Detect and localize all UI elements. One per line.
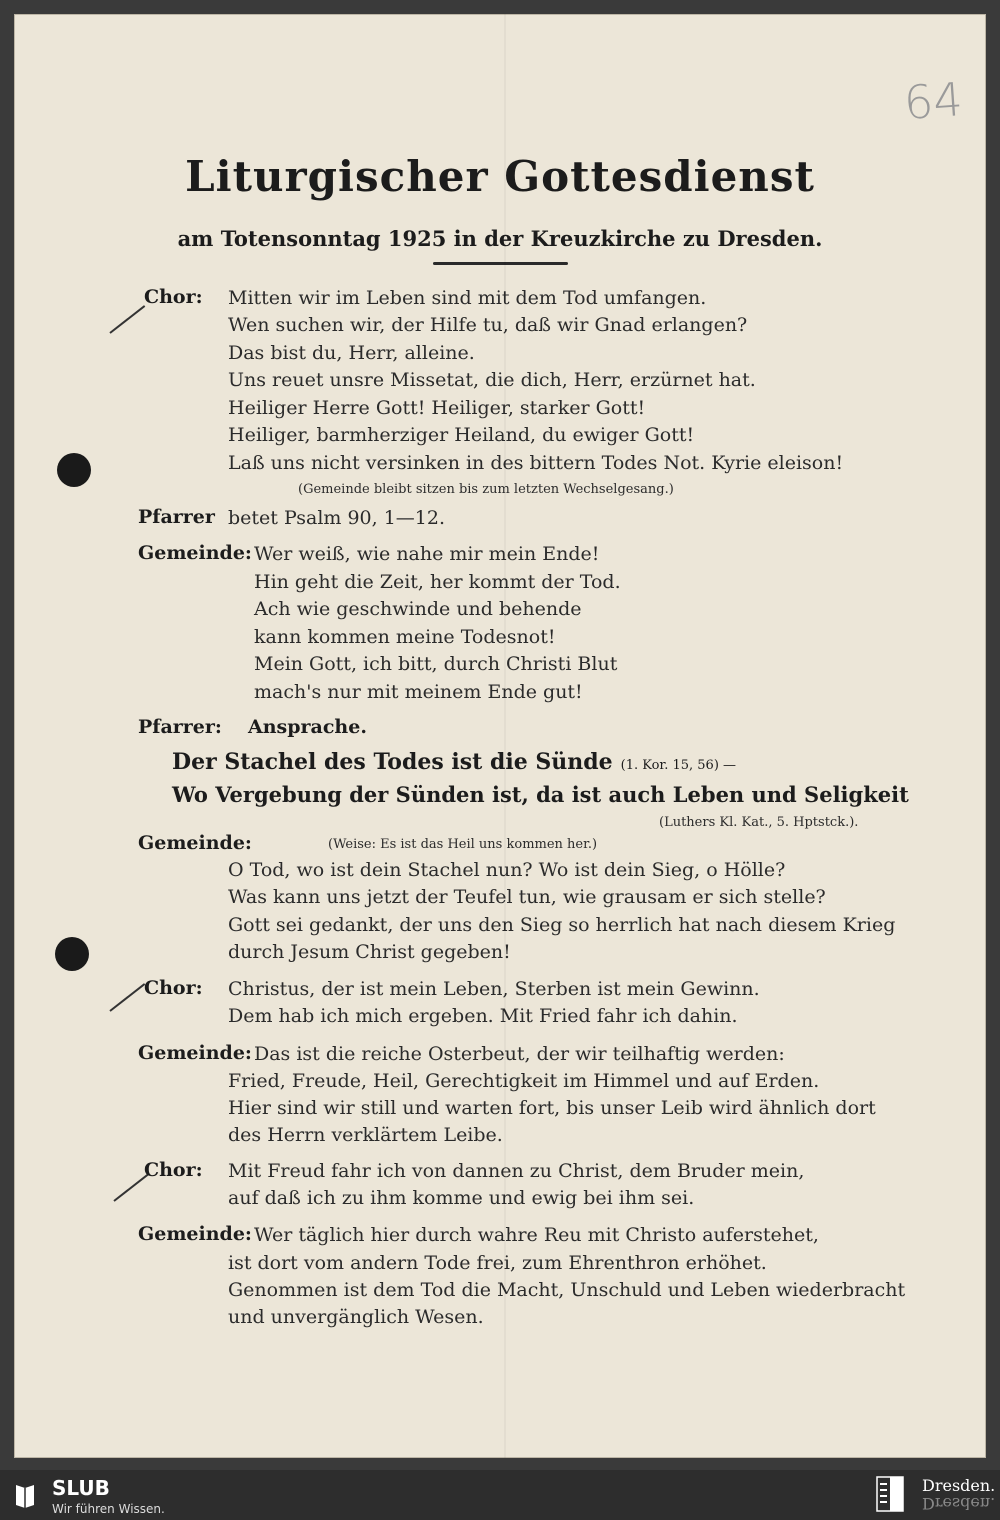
verse-line: Heiliger Herre Gott! Heiliger, starker Gott! — [228, 397, 646, 419]
verse-line: auf daß ich zu ihm komme und ewig bei ihm sei. — [228, 1187, 695, 1209]
verse-line: Wen suchen wir, der Hilfe tu, daß wir Gnad erlangen? — [228, 314, 748, 336]
title-divider — [433, 262, 568, 265]
instruction-note: (Gemeinde bleibt sitzen bis zum letzten Wechselgesang.) — [298, 482, 674, 497]
document-page — [14, 14, 986, 1458]
handwritten-number: 64 — [902, 72, 965, 130]
speaker-gemeinde: Gemeinde: — [138, 832, 252, 854]
speaker-chor: Chor: — [144, 1159, 203, 1181]
verse-line: Uns reuet unsre Missetat, die dich, Herr, erzürnet hat. — [228, 369, 756, 391]
verse-line: mach's nur mit meinem Ende gut! — [254, 681, 583, 703]
verse-line: Dem hab ich mich ergeben. Mit Fried fahr ich dahin. — [228, 1005, 738, 1027]
sermon-heading-1 — [172, 749, 736, 775]
verse-line: Laß uns nicht versinken in des bittern Todes Not. Kyrie eleison! — [228, 452, 844, 474]
slub-tagline: Wir führen Wissen. — [52, 1502, 165, 1516]
speaker-gemeinde: Gemeinde: — [138, 542, 252, 564]
verse-line: Was kann uns jetzt der Teufel tun, wie grausam er sich stelle? — [228, 886, 826, 908]
verse-line: Fried, Freude, Heil, Gerechtigkeit im Himmel und auf Erden. — [228, 1070, 820, 1092]
verse-line: Wer täglich hier durch wahre Reu mit Christo auferstehet, — [254, 1224, 819, 1246]
speaker-pfarrer: Pfarrer — [138, 506, 215, 528]
melody-note: (Weise: Es ist das Heil uns kommen her.) — [328, 837, 598, 852]
page-subtitle: am Totensonntag 1925 in der Kreuzkirche zu Dresden. — [177, 226, 823, 251]
slub-book-icon — [14, 1482, 36, 1508]
verse-line: Wer weiß, wie nahe mir mein Ende! — [254, 543, 600, 565]
verse-line: Ach wie geschwinde und behende — [254, 598, 582, 620]
speaker-chor: Chor: — [144, 286, 203, 308]
page-title: Liturgischer Gottesdienst — [185, 152, 815, 201]
verse-line: ist dort vom andern Tode frei, zum Ehrenthron erhöhet. — [228, 1252, 767, 1274]
verse-line: Das bist du, Herr, alleine. — [228, 342, 475, 364]
verse-line: Das ist die reiche Osterbeut, der wir teilhaftig werden: — [254, 1043, 785, 1065]
verse-line: Mitten wir im Leben sind mit dem Tod umfangen. — [228, 287, 707, 309]
sermon-heading-1-citation: (1. Kor. 15, 56) — — [620, 758, 737, 773]
verse-line: des Herrn verklärtem Leibe. — [228, 1124, 503, 1146]
pencil-mark — [109, 983, 145, 1012]
partner-name[interactable]: Dresden. — [922, 1476, 996, 1495]
verse-line: kann kommen meine Todesnot! — [254, 626, 556, 648]
verse-line: Genommen ist dem Tod die Macht, Unschuld und Leben wiederbracht — [228, 1279, 906, 1301]
verse-line: Mit Freud fahr ich von dannen zu Christ, dem Bruder mein, — [228, 1160, 805, 1182]
speaker-gemeinde: Gemeinde: — [138, 1223, 252, 1245]
verse-line: O Tod, wo ist dein Stachel nun? Wo ist dein Sieg, o Hölle? — [228, 859, 786, 881]
pfarrer-text: betet Psalm 90, 1—12. — [228, 507, 446, 529]
verse-line: Christus, der ist mein Leben, Sterben ist mein Gewinn. — [228, 978, 760, 1000]
sermon-label: Ansprache. — [248, 716, 367, 738]
verse-line: Mein Gott, ich bitt, durch Christi Blut — [254, 653, 618, 675]
partner-name-reflection: Dresden. — [922, 1494, 996, 1513]
verse-line: Hin geht die Zeit, her kommt der Tod. — [254, 571, 621, 593]
verse-line: Gott sei gedankt, der uns den Sieg so herrlich hat nach diesem Krieg — [228, 914, 896, 936]
verse-line: Heiliger, barmherziger Heiland, du ewiger Gott! — [228, 424, 695, 446]
verse-line: Hier sind wir still und warten fort, bis unser Leib wird ähnlich dort — [228, 1097, 876, 1119]
verse-line: und unvergänglich Wesen. — [228, 1306, 484, 1328]
sermon-heading-1-text: Der Stachel des Todes ist die Sünde — [172, 749, 613, 775]
verse-line: durch Jesum Christ gegeben! — [228, 941, 511, 963]
viewer-footer — [0, 1470, 1000, 1520]
speaker-chor: Chor: — [144, 977, 203, 999]
pencil-mark — [109, 305, 145, 334]
speaker-pfarrer: Pfarrer: — [138, 716, 222, 738]
slub-brand[interactable]: SLUB — [52, 1476, 110, 1500]
speaker-gemeinde: Gemeinde: — [138, 1042, 252, 1064]
punch-hole-bottom — [55, 937, 89, 971]
sermon-heading-2-citation: (Luthers Kl. Kat., 5. Hptstck.). — [659, 815, 859, 830]
sermon-heading-2: Wo Vergebung der Sünden ist, da ist auch Leben und Seligkeit — [172, 782, 909, 807]
punch-hole-top — [57, 453, 91, 487]
dresden-crest-icon — [876, 1476, 904, 1512]
